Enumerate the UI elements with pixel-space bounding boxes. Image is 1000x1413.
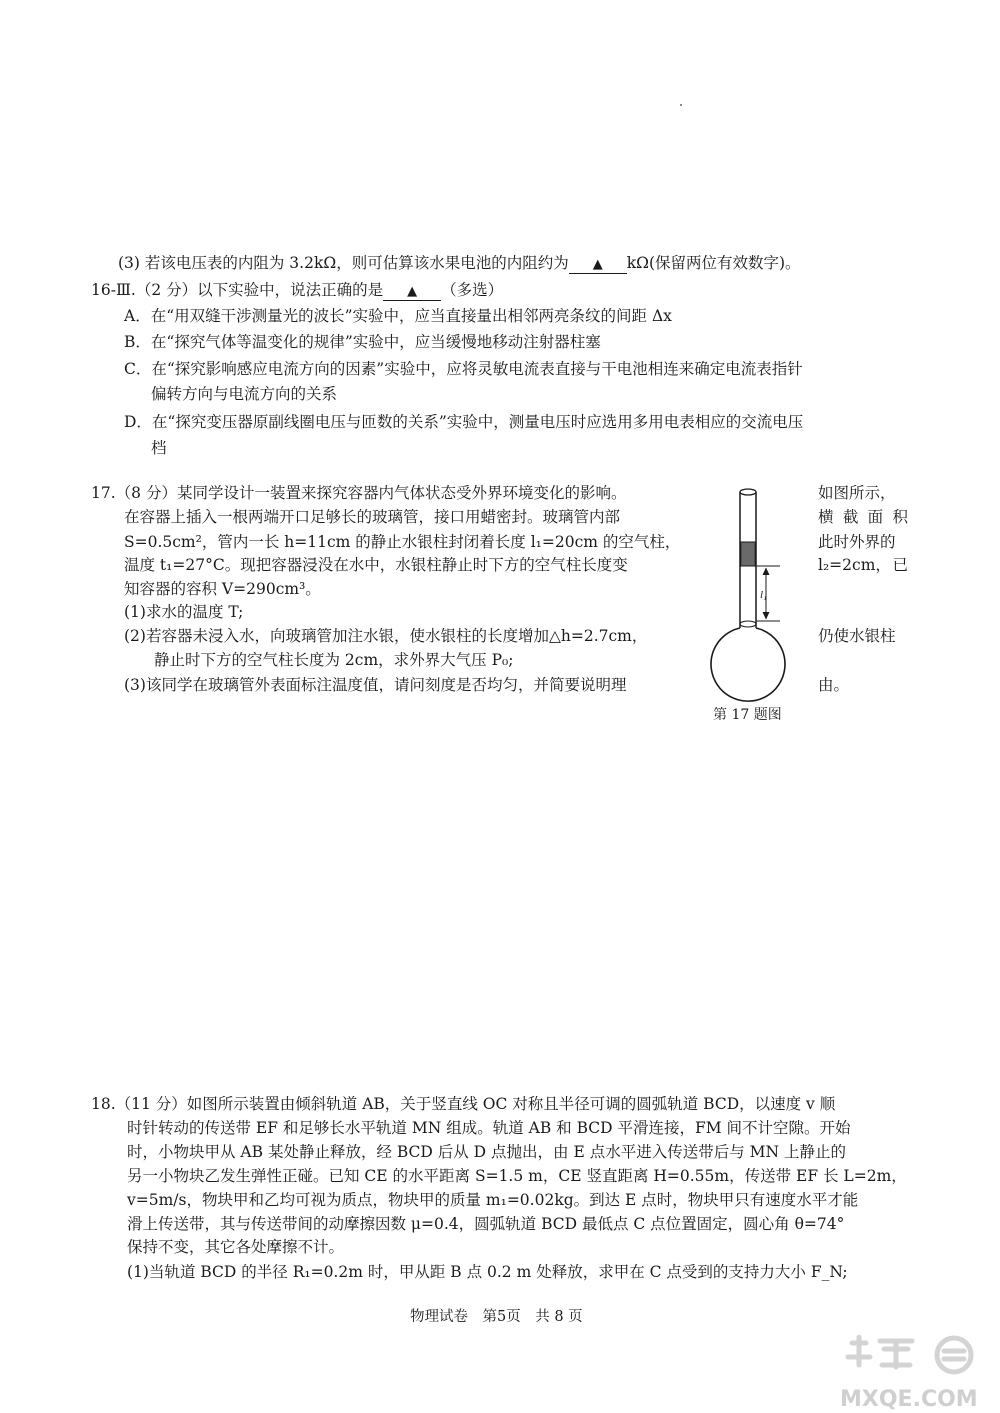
q16-3-text: 16-Ⅲ.（2 分）以下实验中，说法正确的是 xyxy=(91,281,384,299)
triangle-icon: ▲ xyxy=(407,284,418,299)
q18-line4: 另一小物块乙发生弹性正碰。已知 CE 的水平距离 S=1.5 m，CE 竖直距离 H=0.55m，传送带 EF 长 L=2m， xyxy=(127,1167,907,1185)
q17-line2-right-char: 截 xyxy=(842,508,859,526)
q16-part3-suffix: kΩ(保留两位有效数字)。 xyxy=(626,254,801,272)
watermark-graphic xyxy=(832,1335,1000,1413)
q17-line2: 在容器上插入一根两端开口足够长的玻璃管，接口用蜡密封。玻璃管内部 xyxy=(124,508,621,526)
q17-line4-right xyxy=(818,558,908,574)
option-a: A．在“用双缝干涉测量光的波长”实验中，应当直接量出相邻两亮条纹的间距 Δx xyxy=(124,307,672,325)
q17-sub1: (1)求水的温度 T; xyxy=(124,603,244,621)
option-c: C．在“探究影响感应电流方向的因素”实验中，应将灵敏电流表直接与干电池相连来确定电流表指针 xyxy=(124,360,803,378)
q18-sub1: (1)当轨道 BCD 的半径 R₁=0.2m 时，甲从距 B 点 0.2 m 处释放，求甲在 C 点受到的支持力大小 F_N; xyxy=(127,1263,848,1281)
watermark-logo xyxy=(832,1335,1000,1413)
option-d: D．在“探究变压器原副线圈电压与匝数的关系”实验中，测量电压时应选用多用电表相应的交流电压 xyxy=(124,413,804,431)
q18-line5: v=5m/s，物块甲和乙均可视为质点，物块甲的质量 m₁=0.02kg。到达 E 点时，物块甲只有速度水平才能 xyxy=(127,1191,859,1209)
mercury-column xyxy=(741,542,755,566)
page-footer: 物理试卷 第5页 共 8 页 xyxy=(410,1309,583,1325)
option-d-cont: 档 xyxy=(151,439,167,457)
l1-label: l₁ xyxy=(760,589,767,601)
q17-line4-right-part: l₂=2cm， xyxy=(818,556,891,574)
q17-sub2: (2)若容器未浸入水，向玻璃管加注水银，使水银柱的长度增加△h=2.7cm， xyxy=(124,627,648,645)
q16-part3 xyxy=(118,255,801,274)
option-b: B．在“探究气体等温变化的规律”实验中，应当缓慢地移动注射器柱塞 xyxy=(124,333,601,351)
q17-line2-right-char: 横 xyxy=(818,508,834,526)
q17-line4-right-part: 已 xyxy=(892,556,908,574)
q16-3-suffix: （多选） xyxy=(441,281,504,299)
q17-line1: 17.（8 分）某同学设计一装置来探究容器内气体状态受外界环境变化的影响。 xyxy=(91,484,627,502)
figure-17-caption: 第 17 题图 xyxy=(713,707,782,723)
answer-blank[interactable] xyxy=(383,282,441,301)
q17-line1-right: 如图所示， xyxy=(818,484,896,502)
q17-sub2-right: 仍使水银柱 xyxy=(818,627,896,645)
q17-sub2-cont: 静止时下方的空气柱长度为 2cm，求外界大气压 P₀; xyxy=(154,651,514,669)
q16-part3-text: (3) 若该电压表的内阻为 3.2kΩ，则可估算该水果电池的内阻约为 xyxy=(118,254,569,272)
watermark-url: MXQE.COM xyxy=(840,1387,978,1412)
q18-line1: 18.（11 分）如图所示装置由倾斜轨道 AB，关于竖直线 OC 对称且半径可调的圆弧轨道 BCD，以速度 v 顺 xyxy=(91,1095,836,1113)
container-flask xyxy=(711,628,785,701)
q17-line3: S=0.5cm²，管内一长 h=11cm 的静止水银柱封闭着长度 l₁=20cm 的空气柱， xyxy=(124,533,681,551)
q17-line2-right-char: 积 xyxy=(892,508,908,526)
q17-line5: 知容器的容积 V=290cm³。 xyxy=(124,580,321,598)
triangle-icon: ▲ xyxy=(592,257,603,272)
q17-line3-right: 此时外界的 xyxy=(818,533,896,551)
q18-line7: 保持不变，其它各处摩擦不计。 xyxy=(127,1238,345,1256)
q17-line2-right-char: 面 xyxy=(867,508,884,526)
scan-speck xyxy=(680,104,682,106)
q17-line4: 温度 t₁=27°C。现把容器浸没在水中，水银柱静止时下方的空气柱长度变 xyxy=(124,556,628,574)
q18-line2: 时针转动的传送带 EF 和足够长水平轨道 MN 组成。轨道 AB 和 BCD 平滑连接，FM 间不计空隙。开始 xyxy=(127,1119,851,1137)
q16-3-stem xyxy=(91,282,503,301)
option-c-cont: 偏转方向与电流方向的关系 xyxy=(151,385,338,403)
figure-17-diagram xyxy=(700,480,810,723)
q17-sub3: (3)该同学在玻璃管外表面标注温度值，请问刻度是否均匀，并简要说明理 xyxy=(124,676,627,694)
q17-sub3-right: 由。 xyxy=(818,676,850,694)
seal-ring xyxy=(740,621,756,627)
q18-line3: 时，小物块甲从 AB 某处静止释放，经 BCD 后从 D 点抛出，由 E 点水平进入传送带后与 MN 上静止的 xyxy=(127,1143,846,1161)
q17-line2-right xyxy=(818,510,908,526)
q18-line6: 滑上传送带，其与传送带间的动摩擦因数 μ=0.4，圆弧轨道 BCD 最低点 C 点位置固定，圆心角 θ=74° xyxy=(127,1215,845,1233)
answer-blank[interactable] xyxy=(569,255,627,274)
